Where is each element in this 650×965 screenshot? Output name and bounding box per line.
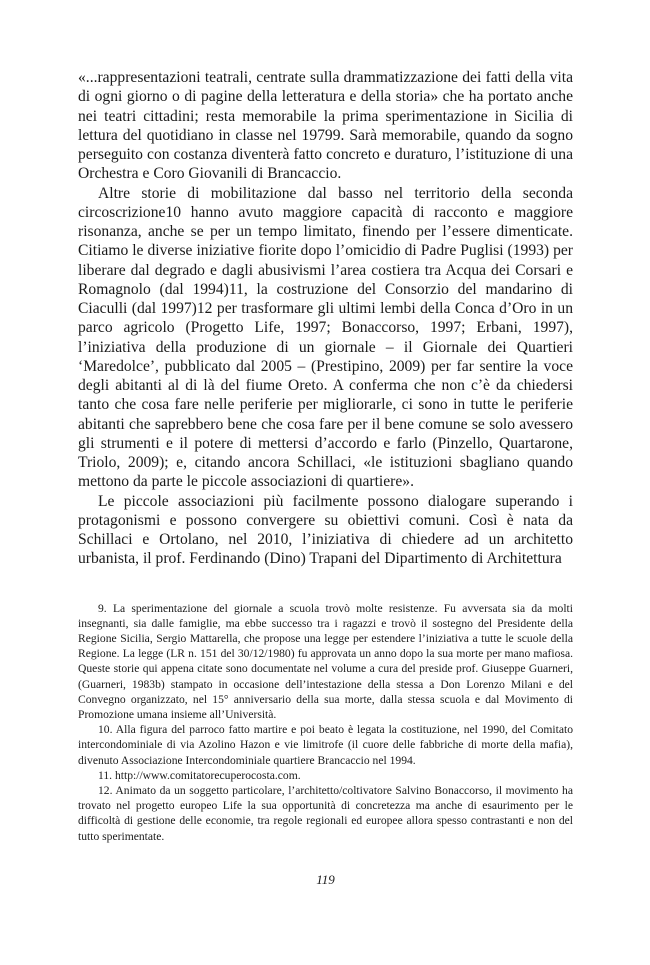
body-paragraph: Le piccole associazioni più facilmente possono dialogare superando i protagonismi e possono convergere su obiettivi comuni. Così è nata da Schillaci e Ortolano, nel 2010, l’iniziativa di chiedere ad un architetto urbanista, il prof. Ferdinando (Dino) Trapani del Dipartimento di Architettura [78, 492, 573, 568]
page [78, 68, 573, 844]
footnote-9: 9. La sperimentazione del giornale a scuola trovò molte resistenze. Fu avversata sia da molti insegnanti, sia dalle famiglie, ma ebbe successo tra i ragazzi e trovò il sostegno del Presidente della Regione Sicilia, Sergio Mattarella, che propose una legge per estendere l’iniziativa a tutte le scuole della Regione. La legge (LR n. 151 del 30/12/1980) fu approvata un anno dopo la sua morte per mano mafiosa. Queste storie qui appena citate sono documentate nel volume a cura del preside prof. Giuseppe Guarneri, (Guarneri, 1983b) stampato in occasione dell’intestazione della stessa a Don Lorenzo Milani e del Convegno organizzato, nel 15° anniversario della sua morte, dalla stessa scuola e dal Movimento di Promozione umana insieme all’Università. [78, 601, 573, 721]
footnotes [78, 601, 573, 844]
body-paragraph: «...rappresentazioni teatrali, centrate sulla drammatizzazione dei fatti della vita di ogni giorno o di pagine della letteratura e della storia» che ha portato anche nei teatri cittadini; resta memorabile la prima sperimentazione in Sicilia di lettura del quotidiano in classe nel 19799. Sarà memorabile, quando da sogno perseguito con costanza diventerà fatto concreto e duraturo, l’istituzione di una Orchestra e Coro Giovanili di Brancaccio. [78, 69, 573, 183]
footnote-12: 12. Animato da un soggetto particolare, l’architetto/coltivatore Salvino Bonaccorso, il movimento ha trovato nel progetto europeo Life la sua opportunità di concretezza ma anche di esaurimento per le difficoltà di gestione delle economie, tra regole regionali ed europee allora spesso contrastanti e non del tutto sperimentate. [78, 783, 573, 843]
footnote-11: 11. http://www.comitatorecuperocosta.com. [98, 768, 301, 782]
footnote-10: 10. Alla figura del parroco fatto martire e poi beato è legata la costituzione, nel 1990, del Comitato intercondominiale di via Azolino Hazon e vie limitrofe (il cuore delle fabbriche di morte della mafia), divenuto Associazione Intercondominiale quartiere Brancaccio nel 1994. [78, 723, 573, 767]
body-paragraph: Altre storie di mobilitazione dal basso nel territorio della seconda circoscrizione10 hanno avuto maggiore capacità di racconto e maggiore risonanza, anche se per un tempo limitato, finendo per l’essere dimenticate. Citiamo le diverse iniziative fiorite dopo l’omicidio di Padre Puglisi (1993) per liberare dal degrado e dagli abusivismi l’area costiera tra Acqua dei Corsari e Romagnolo (dal 1994)11, la costruzione del Consorzio del mandarino di Ciaculli (dal 1997)12 per trasformare gli ultimi lembi della Conca d’Oro in un parco agricolo (Progetto Life, 1997; Bonaccorso, 1997; Erbani, 1997), l’iniziativa della produzione di un giornale – il Giornale dei Quartieri ‘Maredolce’, pubblicato dal 2005 – (Prestipino, 2009) per far sentire la voce degli abitanti al di là del fiume Oreto. A conferma che non c’è da chiedersi tanto che cosa fare nelle periferie per migliorarle, ci sono in tutte le periferie abitanti che saprebbero bene che cosa fare per il bene comune se solo avessero gli strumenti e il potere di mettersi d’accordo e farlo (Pinzello, Quartarone, Triolo, 2009); e, citando ancora Schillaci, «le istituzioni sbagliano quando mettono da parte le piccole associazioni di quartiere». [78, 184, 573, 491]
body-text [78, 68, 573, 569]
page-number: 119 [316, 872, 335, 887]
